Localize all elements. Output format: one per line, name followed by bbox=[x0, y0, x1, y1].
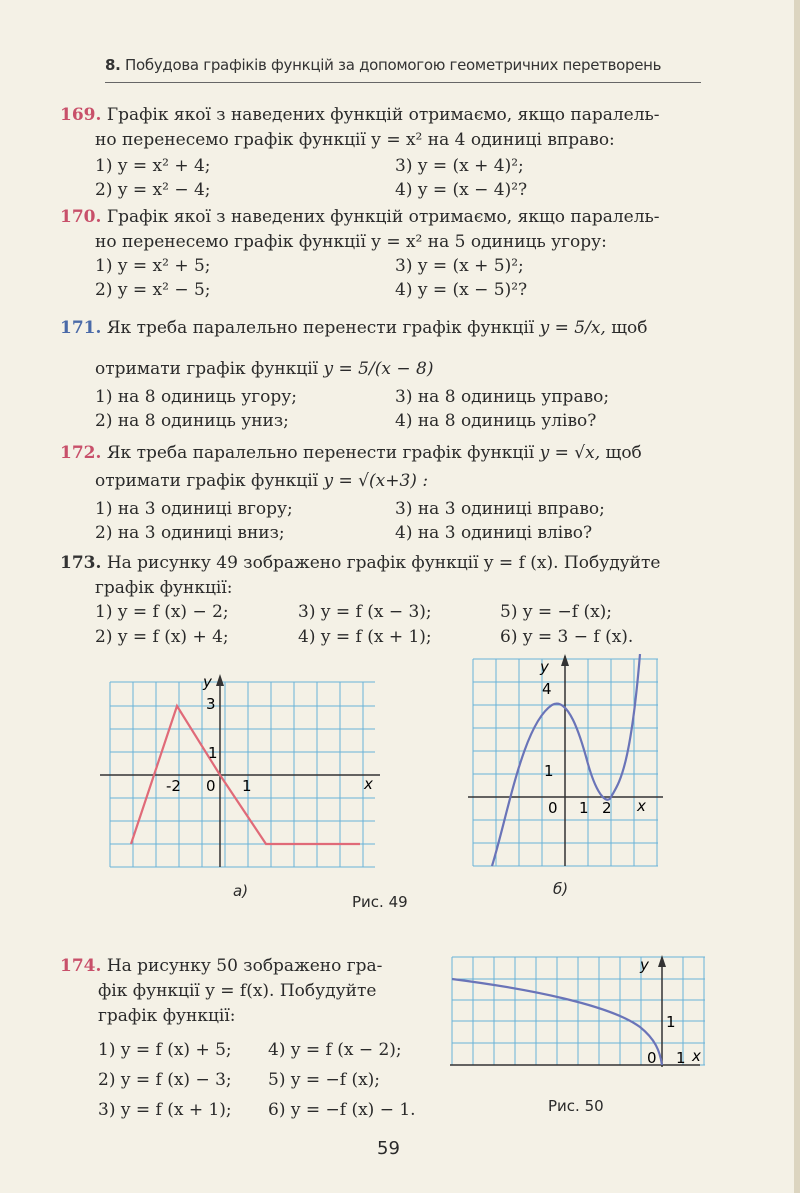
option: 1) на 3 одиниці вгору; bbox=[95, 499, 293, 519]
option: 4) на 3 одиниці вліво? bbox=[395, 523, 593, 543]
function-formula: y = 5/x, bbox=[539, 318, 606, 338]
option: 2) на 3 одиниці вниз; bbox=[95, 523, 285, 543]
option: 1) y = x² + 5; bbox=[95, 256, 211, 276]
option: 3) на 3 одиниці вправо; bbox=[395, 499, 605, 519]
exercise-text-line1: Графік якої з наведених функцій отримаємо, якщо паралель- bbox=[106, 207, 660, 227]
x-axis-label: x bbox=[364, 775, 373, 793]
exercise-number: 170. bbox=[60, 207, 102, 227]
x-axis-label: x bbox=[637, 797, 646, 815]
y-axis-arrow bbox=[216, 674, 224, 686]
exercise-text-line2: но перенесемо графік функції y = x² на 4 одиниці вправо: bbox=[95, 130, 615, 150]
option: 1) y = x² + 4; bbox=[95, 156, 211, 176]
option: 4) y = (x − 5)²? bbox=[395, 280, 528, 300]
option: 3) y = f (x + 1); bbox=[98, 1100, 232, 1120]
tick-label: 1 bbox=[579, 799, 589, 817]
tick-label: -2 bbox=[166, 777, 181, 795]
function-formula: y = √x, bbox=[539, 443, 601, 463]
tick-label: 0 bbox=[647, 1049, 657, 1067]
option: 5) y = −f (x); bbox=[268, 1070, 381, 1090]
tick-label: 1 bbox=[666, 1013, 676, 1031]
exercise-text-line1: На рисунку 49 зображено графік функції y = f (x). Побудуйте bbox=[106, 553, 661, 573]
option: 2) y = x² − 4; bbox=[95, 180, 211, 200]
function-formula: y = 5/(x − 8) bbox=[323, 359, 434, 379]
tick-label: 1 bbox=[676, 1049, 686, 1067]
figure-49a-graph bbox=[100, 672, 385, 872]
option: 1) на 8 одиниць угору; bbox=[95, 387, 297, 407]
tick-label: 1 bbox=[242, 777, 252, 795]
exercise-number: 169. bbox=[60, 105, 102, 125]
exercise-172 bbox=[60, 441, 710, 494]
exercise-text-line1: Як треба паралельно перенести графік функції bbox=[106, 443, 535, 463]
option: 3) y = (x + 5)²; bbox=[395, 256, 524, 276]
exercise-number: 172. bbox=[60, 443, 102, 463]
page-edge bbox=[794, 0, 800, 1193]
option: 6) y = −f (x) − 1. bbox=[268, 1100, 416, 1120]
option: 4) y = (x − 4)²? bbox=[395, 180, 528, 200]
option: 1) y = f (x) + 5; bbox=[98, 1040, 232, 1060]
exercise-170 bbox=[60, 205, 710, 255]
option: 1) y = f (x) − 2; bbox=[95, 602, 229, 622]
y-axis-arrow bbox=[561, 654, 569, 666]
tick-label: 0 bbox=[206, 777, 216, 795]
tick-label: 1 bbox=[208, 744, 218, 762]
x-axis-label: x bbox=[692, 1047, 701, 1065]
figure-49-caption: Рис. 49 bbox=[352, 893, 408, 911]
exercise-171 bbox=[60, 316, 710, 382]
chapter-number: 8. bbox=[105, 56, 121, 74]
tick-label: 4 bbox=[542, 680, 552, 698]
option: 2) на 8 одиниць униз; bbox=[95, 411, 289, 431]
exercise-text-line3: графік функції: bbox=[98, 1006, 236, 1026]
exercise-text-line2: отримати графік функції bbox=[95, 359, 319, 379]
figure-49b-graph bbox=[468, 654, 668, 869]
option: 5) y = −f (x); bbox=[500, 602, 613, 622]
grid bbox=[452, 957, 705, 1065]
exercise-text-tail: щоб bbox=[611, 318, 648, 338]
exercise-173 bbox=[60, 551, 710, 601]
tick-label: 2 bbox=[602, 799, 612, 817]
exercise-number: 174. bbox=[60, 956, 102, 976]
exercise-text-line1: Графік якої з наведених функцій отримаємо, якщо паралель- bbox=[106, 105, 660, 125]
option: 2) y = x² − 5; bbox=[95, 280, 211, 300]
exercise-number: 173. bbox=[60, 553, 102, 573]
exercise-number: 171. bbox=[60, 318, 102, 338]
option: 3) y = (x + 4)²; bbox=[395, 156, 524, 176]
figure-49b-label: б) bbox=[553, 880, 569, 898]
exercise-text-tail: щоб bbox=[605, 443, 642, 463]
tick-label: 1 bbox=[544, 762, 554, 780]
exercise-text-line2: но перенесемо графік функції y = x² на 5 одиниць угору: bbox=[95, 232, 607, 252]
y-axis-label: y bbox=[640, 956, 649, 974]
exercise-text-line1: Як треба паралельно перенести графік функції bbox=[106, 318, 535, 338]
exercise-text-line2: отримати графік функції bbox=[95, 471, 319, 491]
option: 3) y = f (x − 3); bbox=[298, 602, 432, 622]
exercise-174 bbox=[60, 954, 430, 1029]
page-number: 59 bbox=[377, 1138, 400, 1159]
page-header bbox=[105, 56, 701, 83]
option: 4) y = f (x + 1); bbox=[298, 627, 432, 647]
figure-49a-label: а) bbox=[233, 882, 249, 900]
chapter-title: Побудова графіків функцій за допомогою геометричних перетворень bbox=[125, 56, 662, 74]
function-curve bbox=[492, 654, 640, 866]
option: 2) y = f (x) + 4; bbox=[95, 627, 229, 647]
figure-50-caption: Рис. 50 bbox=[548, 1097, 604, 1115]
exercise-169 bbox=[60, 103, 710, 153]
exercise-text-line2: фік функції y = f(x). Побудуйте bbox=[98, 981, 377, 1001]
tick-label: 0 bbox=[548, 799, 558, 817]
figure-50-graph bbox=[450, 955, 710, 1070]
option: 4) y = f (x − 2); bbox=[268, 1040, 402, 1060]
option: 3) на 8 одиниць управо; bbox=[395, 387, 610, 407]
option: 2) y = f (x) − 3; bbox=[98, 1070, 232, 1090]
y-axis-label: y bbox=[540, 658, 549, 676]
tick-label: 3 bbox=[206, 695, 216, 713]
function-formula: y = √(x+3) : bbox=[323, 471, 429, 491]
exercise-text-line1: На рисунку 50 зображено гра- bbox=[106, 956, 383, 976]
y-axis-label: y bbox=[203, 673, 212, 691]
option: 6) y = 3 − f (x). bbox=[500, 627, 634, 647]
exercise-text-line2: графік функції: bbox=[95, 578, 233, 598]
option: 4) на 8 одиниць уліво? bbox=[395, 411, 597, 431]
